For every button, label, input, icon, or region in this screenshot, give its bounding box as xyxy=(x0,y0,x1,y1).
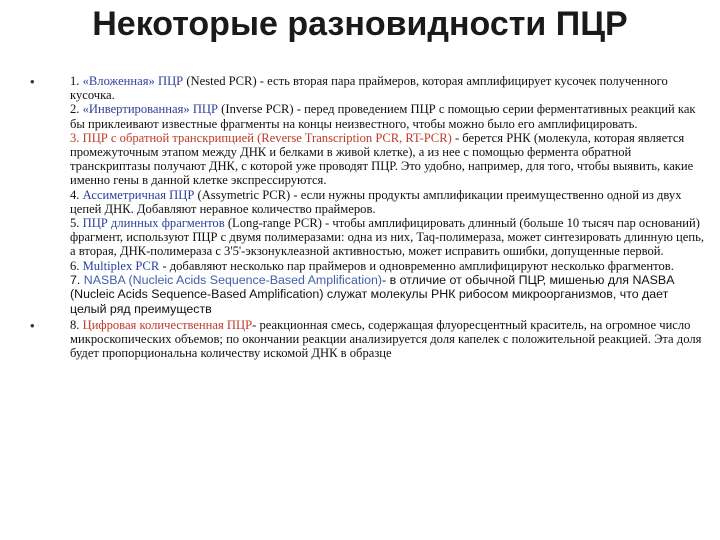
bullet-icon: • xyxy=(30,74,35,89)
item-description: - добавляют несколько пар праймеров и одновременно амплифицируют несколько фрагментов. xyxy=(159,258,674,273)
item-description: - реакционная смесь, содержащая флуоресцентный краситель, на огромное число микроскопических объемов; по окончании реакции анализируется доля капелек с положительной реакцией. Эта доля будет пропорциональна количеству искомой ДНК в образце xyxy=(70,317,702,361)
paragraph-rt-pcr xyxy=(70,131,706,188)
highlight-term: «Вложенная» ПЦР xyxy=(82,74,184,88)
paragraph-nested-pcr xyxy=(70,74,706,102)
item-number: 4. xyxy=(70,187,83,202)
highlight-term: Цифровая количественная ПЦР xyxy=(82,317,253,332)
paragraph-digital-pcr xyxy=(70,318,706,361)
paragraph-nasba xyxy=(70,273,706,317)
slide-title: Некоторые разновидности ПЦР xyxy=(92,5,628,43)
item-number: 5. xyxy=(70,216,83,231)
item-description: (Inverse PCR) - перед проведением ПЦР с помощью серии ферментативных реакций как бы приклеивают известные фрагменты на концы неизвестного, чтобы можно было его амплифицировать. xyxy=(70,102,696,131)
item-number: 7. xyxy=(70,272,84,287)
highlight-term: Ассиметричная ПЦР xyxy=(82,187,195,202)
bullet-item-methods xyxy=(30,74,706,317)
bullet-list xyxy=(30,74,706,360)
item-description: - берется РНК (молекула, которая является промежуточным этапом между ДНК и белками в живой клетке), а из нее с помощью фермента обратной транскриптазы получают ДНК, с которой уже проводят ПЦР. Это удобно, например, для того, чтобы выявить, какие именно гены в данной клетке экспрессируются. xyxy=(70,130,694,188)
paragraph-inverse-pcr xyxy=(70,102,706,130)
highlight-term: 3. ПЦР с обратной транскрипцией (Reverse Transcription PCR, RT-PCR) xyxy=(70,130,452,145)
paragraph-asymmetric-pcr xyxy=(70,188,706,216)
highlight-term: Multiplex PCR xyxy=(82,258,160,273)
item-number: 1. xyxy=(70,74,83,88)
item-description: (Assymetric PCR) - если нужны продукты амплификации преимущественно одной из двух цепей ДНК. Добавляют неравное количество праймеров. xyxy=(70,187,682,216)
bullet-icon: • xyxy=(30,317,35,333)
item-description: - в отличие от обычной ПЦР, мишенью для NASBA (Nucleic Acids Sequence-Based Amplification) служат молекулы РНК рибосом микроорганизмов, что дает целый ряд преимуществ xyxy=(70,272,674,317)
paragraph-multiplex-pcr xyxy=(70,259,706,273)
item-description: (Long-range PCR) - чтобы амплифицировать длинный (больше 10 тысяч пар оснований) фрагмент, используют ПЦР с двумя полимеразами: одна из них, Taq-полимераза, может синтезировать длинную цепь, а вторая, ДНК-полимераза с 3'5'-экзонуклеазной активностью, может исправить ошибки, допущенные первой. xyxy=(70,216,705,259)
highlight-term: NASBA (Nucleic Acids Sequence-Based Amplification) xyxy=(83,272,382,287)
item-description: (Nested PCR) - есть вторая пара праймеров, которая амплифицирует кусочек полученного кусочка. xyxy=(70,74,668,103)
highlight-term: ПЦР длинных фрагментов xyxy=(82,216,225,231)
item-number: 8. xyxy=(70,317,83,332)
highlight-term: «Инвертированная» ПЦР xyxy=(82,102,219,117)
item-number: 2. xyxy=(70,102,83,117)
bullet-item-digital-pcr xyxy=(30,318,706,361)
item-number: 6. xyxy=(70,258,83,273)
paragraph-long-range-pcr xyxy=(70,216,706,259)
